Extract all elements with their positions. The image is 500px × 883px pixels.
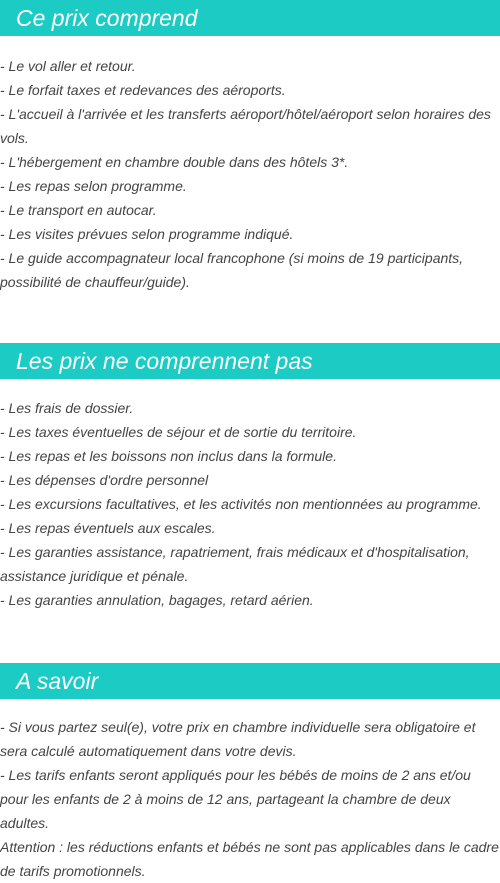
list-item: - L'hébergement en chambre double dans des hôtels 3*. [0,154,349,170]
section-header-price-includes: Ce prix comprend [0,0,500,36]
list-item: - Les taxes éventuelles de séjour et de sortie du territoire. [0,424,357,440]
list-item: - Les repas éventuels aux escales. [0,520,216,536]
list-item: - Les repas et les boissons non inclus dans la formule. [0,448,337,464]
list-item: - Les frais de dossier. [0,400,134,416]
list-item: - Les garanties assistance, rapatriement, frais médicaux et d'hospitalisation, assistance juridique et pénale. [0,544,470,584]
list-item: - Le forfait taxes et redevances des aéroports. [0,82,286,98]
list-item: Attention : les réductions enfants et bébés ne sont pas applicables dans le cadre de tarifs promotionnels. [0,839,499,879]
list-item: - Les visites prévues selon programme indiqué. [0,226,294,242]
list-item: - Les excursions facultatives, et les activités non mentionnées au programme. [0,496,482,512]
list-item: - L'accueil à l'arrivée et les transferts aéroport/hôtel/aéroport selon horaires des vols. [0,106,491,146]
list-item: - Les dépenses d'ordre personnel [0,472,209,488]
list-item: - Si vous partez seul(e), votre prix en chambre individuelle sera obligatoire et sera calculé automatiquement dans votre devis. [0,719,476,759]
section-body-good-to-know [0,715,500,883]
list-item: - Les repas selon programme. [0,178,187,194]
section-body-price-includes [0,54,500,294]
list-item: - Les garanties annulation, bagages, retard aérien. [0,592,314,608]
list-item: - Les tarifs enfants seront appliqués pour les bébés de moins de 2 ans et/ou pour les enfants de 2 à moins de 12 ans, partageant la chambre de deux adultes. [0,767,471,831]
section-body-price-excludes [0,396,500,612]
section-header-price-excludes: Les prix ne comprennent pas [0,343,500,379]
section-header-good-to-know: A savoir [0,663,500,699]
list-item: - Le transport en autocar. [0,202,157,218]
list-item: - Le vol aller et retour. [0,58,136,74]
list-item: - Le guide accompagnateur local francophone (si moins de 19 participants, possibilité de chauffeur/guide). [0,250,464,290]
